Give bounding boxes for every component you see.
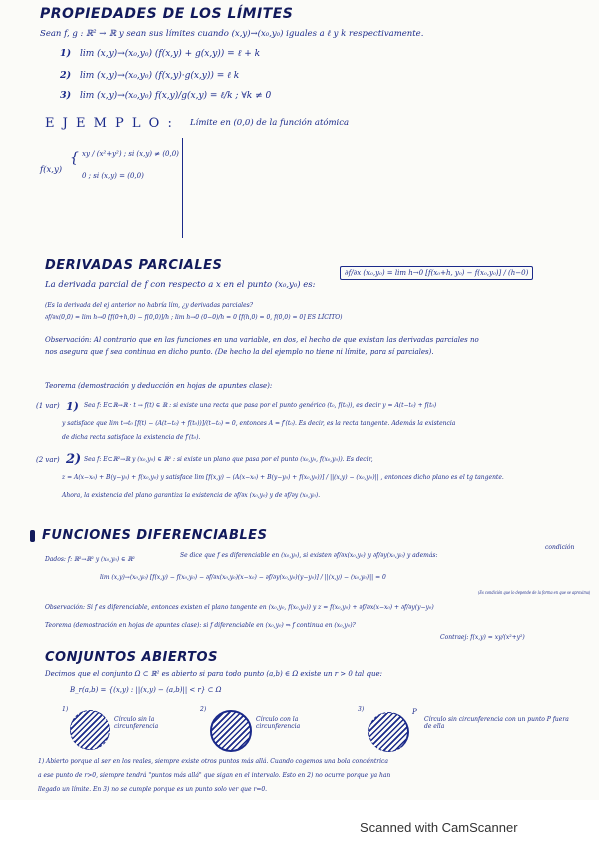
- differentiable-formula: lim (x,y)→(x₀,y₀) [f(x,y) − f(x₀,y₀) − ∂f/∂x(x₀,y₀)(x−x₀) − ∂f/∂y(x₀,y₀)(y−y₀)] / ||(x,y) − (x₀,y₀)|| = 0: [100, 574, 386, 581]
- piecewise-brace: {: [70, 150, 79, 166]
- open-sets-note-line-2: a ese punto de r>0, siempre tendrá "puntos más allá" que sigan en el intervalo. Esto en 2) no ocurre porque ya han: [38, 772, 391, 779]
- differentiable-observation: Observación: Si f es diferenciable, entonces existen el plano tangente en (x₀,y₀, f(x₀,y₀)) y z = f(x₀,y₀) + ∂f/∂x(x−x₀) + ∂f/∂y(y−y₀): [45, 604, 434, 611]
- closed-disk-figure: [210, 710, 252, 752]
- theorem-1-line-1: Sea f: E⊂ℝ→ℝ · t → f(t) ∈ ℝ : si existe una recta que pasa por el punto genérico (t₀, f(t₀)), es decir y = A(t−t₀) + f(t₀): [84, 402, 437, 409]
- partial-note-calculation: ∂f/∂x(0,0) = lim h→0 [f(0+h,0) − f(0,0)]/h ; lim h→0 (0−0)/h = 0 [f(h,0) = 0, f(0,0) = 0] ES LÍCITO): [45, 314, 343, 321]
- partial-note-question: (Es la derivada del ej anterior no habría lím, ¿y derivadas parciales?: [45, 302, 253, 309]
- limit-property-2-number: 2): [60, 70, 72, 81]
- figure-2-caption: Círculo con la circunferencia: [256, 716, 301, 730]
- theorem-1-margin: (1 var): [36, 402, 60, 410]
- theorem-1-line-2: y satisface que lim t→t₀ [f(t) − (A(t−t₀) + f(t₀))]/(t−t₀) = 0, entonces A = f′(t₀). Es decir, es la recta tangente. Además la existencia: [62, 420, 456, 427]
- limit-property-3: lim (x,y)→(x₀,y₀) f(x,y)/g(x,y) = ℓ/k ; ∀k ≠ 0: [80, 91, 272, 101]
- figure-3-number: 3): [358, 706, 365, 713]
- figure-2-number: 2): [200, 706, 207, 713]
- limits-intro: Sean f, g : ℝ² → ℝ y sean sus límites cuando (x,y)→(x₀,y₀) iguales a ℓ y k respectivamente.: [40, 29, 424, 39]
- partial-derivative-formula-box: ∂f/∂x (x₀,y₀) = lim h→0 [f(x₀+h, y₀) − f(x₀,y₀)] / (h−0): [340, 266, 533, 280]
- differentiable-heading: FUNCIONES DIFERENCIABLES: [42, 528, 268, 543]
- limit-property-1: lim (x,y)→(x₀,y₀) (f(x,y) + g(x,y)) = ℓ + k: [80, 49, 261, 59]
- limits-heading: PROPIEDADES DE LOS LÍMITES: [40, 6, 294, 22]
- partial-theorem-title: Teorema (demostración y deducción en hojas de apuntes clase):: [45, 382, 273, 390]
- open-sets-heading: CONJUNTOS ABIERTOS: [45, 650, 218, 665]
- partial-definition: La derivada parcial de f con respecto a x en el punto (x₀,y₀) es:: [45, 280, 316, 290]
- section-bullet: [30, 530, 35, 542]
- example-description: Límite en (0,0) de la función atómica: [190, 118, 350, 128]
- theorem-2-line-2: z = A(x−x₀) + B(y−y₀) + f(x₀,y₀) y satisface lim [f(x,y) − (A(x−x₀) + B(y−y₀) + f(x₀,y₀))] / ||(x,y) − (x₀,y₀)|| , entonces dicho plano es el tg tangente.: [62, 474, 504, 481]
- open-sets-note-number: 1): [38, 758, 45, 765]
- open-sets-definition: Decimos que el conjunto Ω ⊂ ℝ² es abierto si para todo punto (a,b) ∈ Ω existe un r > 0 tal que:: [45, 670, 382, 678]
- partial-observation-line-2: nos asegura que f sea continua en dicho punto. (De hecho la del ejemplo no tiene ni límite, para sí parciales).: [45, 348, 434, 356]
- limit-property-1-number: 1): [60, 48, 72, 59]
- limit-property-3-number: 3): [60, 90, 72, 101]
- example-label: E J E M P L O :: [45, 116, 174, 131]
- open-sets-note-line-1: Abierto porque al ser en los reales, siempre existe otros puntos más allá. Cuando cogemos una bola concéntrica: [46, 758, 388, 765]
- differentiable-side-note: (Es condición que lo depende de la forma en que se aproxima): [478, 590, 591, 596]
- theorem-2-line-1: Sea f: E⊂ℝ²→ℝ y (x₀,y₀) ∈ ℝ² : si existe un plano que pasa por el punto (x₀,y₀, f(x₀,y₀)). Es decir,: [84, 456, 373, 463]
- example-divider: [182, 138, 183, 238]
- point-p-label: P: [412, 708, 417, 716]
- counterexample: Contraej: f(x,y) = xy/(x²+y²): [440, 634, 525, 641]
- piecewise-case-1: xy / (x²+y²) ; si (x,y) ≠ (0,0): [82, 150, 179, 158]
- theorem-2-margin: (2 var): [36, 456, 60, 464]
- theorem-1-number: 1): [66, 400, 79, 413]
- piecewise-case-2: 0 ; si (x,y) = (0,0): [82, 172, 144, 180]
- figure-3-caption: Círculo sin circunferencia con un punto P fuera de ella: [424, 716, 569, 730]
- figure-1-caption: Círculo sin la circunferencia: [114, 716, 159, 730]
- theorem-1-line-3: de dicha recta satisface la existencia de f′(t₀).: [62, 434, 201, 441]
- figure-1-number: 1): [62, 706, 69, 713]
- open-sets-note-line-3: llegado un límite. En 3) no se cumple porque es un punto solo ver que r=0.: [38, 786, 268, 793]
- open-disk-figure: [70, 710, 110, 750]
- partial-observation-line-1: Observación: Al contrario que en las funciones en una variable, en dos, el hecho de que existan las derivadas parciales no: [45, 336, 479, 344]
- disk-with-external-point-figure: [368, 712, 409, 752]
- scanner-watermark: Scanned with CamScanner: [360, 820, 518, 835]
- differentiable-definition: Se dice que f es diferenciable en (x₀,y₀), si existen ∂f/∂x(x₀,y₀) y ∂f/∂y(x₀,y₀) y además:: [180, 552, 438, 559]
- condition-label: condición: [545, 544, 575, 551]
- differentiable-theorem: Teorema (demostración en hojas de apuntes clase): si f diferenciable en (x₀,y₀) ⇒ f continua en (x₀,y₀)?: [45, 622, 356, 629]
- theorem-2-line-3: Ahora, la existencia del plano garantiza la existencia de ∂f/∂x (x₀,y₀) y de ∂f/∂y (x₀,y₀).: [62, 492, 321, 499]
- differentiable-given: Dados: f: ℝ²→ℝ² y (x₀,y₀) ∈ ℝ²: [45, 556, 135, 563]
- limit-property-2: lim (x,y)→(x₀,y₀) (f(x,y)·g(x,y)) = ℓ k: [80, 71, 240, 81]
- theorem-2-number: 2): [66, 452, 82, 467]
- open-ball-definition: B_r(a,b) = {(x,y) : ||(x,y) − (a,b)|| < r} ⊂ Ω: [70, 686, 222, 694]
- piecewise-function-name: f(x,y): [40, 165, 63, 175]
- partial-derivatives-heading: DERIVADAS PARCIALES: [45, 258, 223, 273]
